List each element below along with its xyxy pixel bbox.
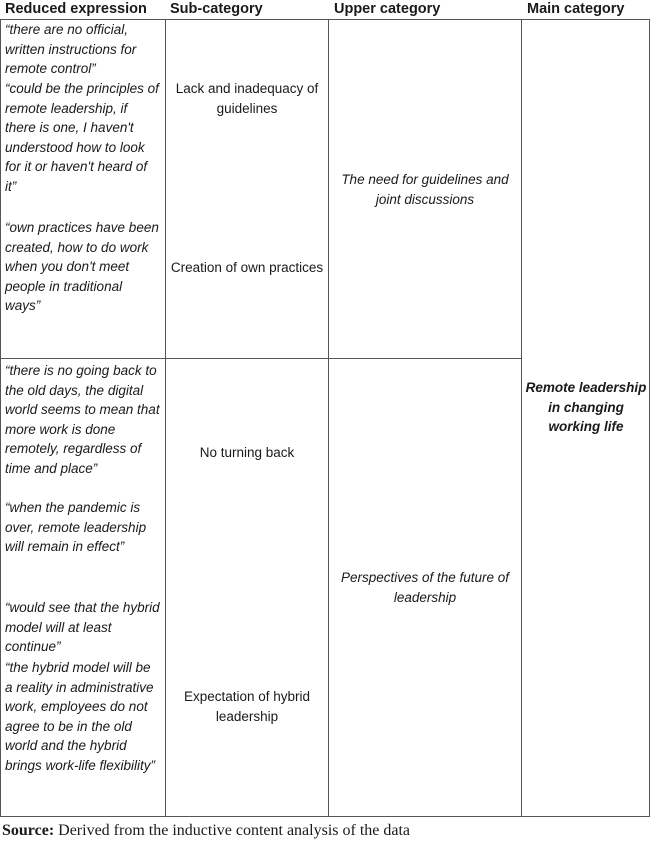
sub-category-2: Creation of own practices: [170, 260, 324, 275]
divider-col-3: [521, 19, 522, 817]
border-bottom: [0, 816, 650, 817]
source-text: Derived from the inductive content analysis of the data: [54, 822, 411, 839]
upper-category-2: Perspectives of the future of leadership: [340, 570, 510, 605]
upper-category-1: The need for guidelines and joint discussions: [341, 172, 509, 207]
main-category: Remote leadership in changing working life: [525, 380, 647, 435]
reduced-expression-5: “when the pandemic is over, remote leadership will remain in effect”: [5, 500, 147, 555]
divider-row-1: [0, 358, 521, 359]
table-header: [0, 0, 650, 19]
reduced-expression-1: “there are no official, written instructions for remote control”: [5, 22, 137, 77]
divider-col-2: [328, 19, 329, 817]
source-label: Source:: [2, 822, 55, 839]
reduced-expression-4: “there is no going back to the old days, the digital world seems to mean that more work is done remotely, regardless of time and place”: [5, 363, 160, 476]
reduced-expression-6: “would see that the hybrid model will at least continue”: [5, 600, 160, 655]
sub-category-3: No turning back: [199, 445, 295, 460]
sub-category-4: Expectation of hybrid leadership: [183, 689, 311, 724]
sub-category-1: Lack and inadequacy of guidelines: [175, 81, 319, 116]
header-sub-category: Sub-category: [170, 1, 263, 17]
reduced-expression-7: “the hybrid model will be a reality in administrative work, employees do not agree to be in the old world and the hybrid brings work-life flexibility”: [5, 660, 156, 773]
border-left: [0, 19, 1, 817]
source-note: [2, 821, 410, 841]
header-main-category: Main category: [527, 1, 625, 17]
header-reduced-expression: Reduced expression: [5, 1, 147, 17]
reduced-expression-3: “own practices have been created, how to do work when you don't meet people in traditional ways”: [5, 220, 159, 314]
reduced-expression-2: “could be the principles of remote leadership, if there is one, I haven't understood how to look for it or haven't heard of it”: [5, 81, 159, 194]
header-upper-category: Upper category: [334, 1, 441, 17]
